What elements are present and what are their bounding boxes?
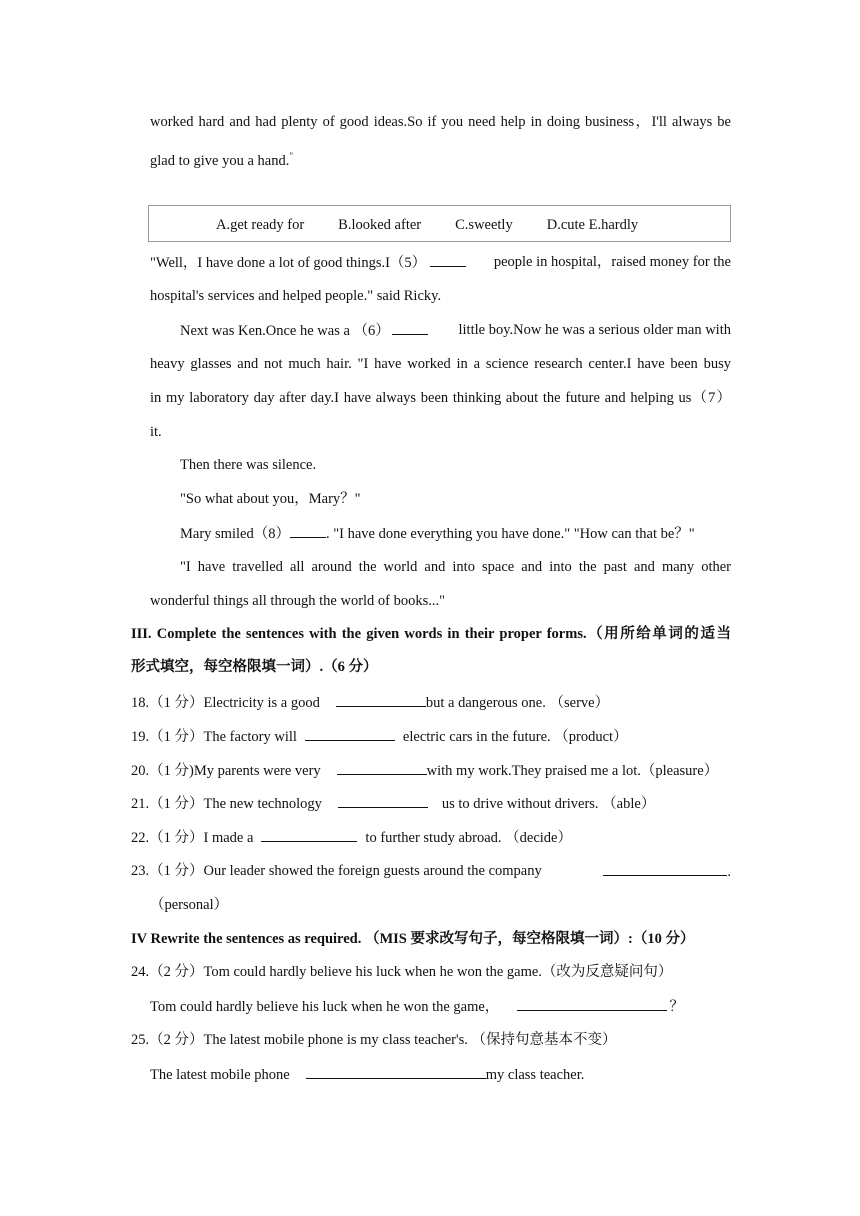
question-24: 24.（2 分）Tom could hardly believe his luck when he won the game.（改为反意疑问句） [131,964,673,980]
blank-5[interactable] [430,252,466,267]
passage-text: "Well，I have done a lot of good things.I（5） [150,255,427,271]
passage-line: heavy glasses and not much hair. "I have worked in a science research center.I have been busy [150,356,731,372]
passage-text: Mary smiled（8） [180,526,290,542]
question-text: 18.（1 分）Electricity is a good [131,695,320,711]
section-heading: III. Complete the sentences with the given words in their proper forms.（用所给单词的适当 [131,626,731,642]
question-text: us to drive without drivers. （able） [441,796,656,812]
blank-8[interactable] [290,523,326,538]
question-text: but a dangerous one. （serve） [425,695,610,711]
answer-blank[interactable] [603,861,727,876]
option-c: C.sweetly [455,217,513,233]
word-options [216,215,638,235]
passage-line: it. [150,424,162,440]
question-23 [131,861,731,882]
question-text: The latest mobile phone [150,1067,290,1083]
question-text: ？ [669,999,684,1015]
question-21 [131,793,655,814]
passage-line: hospital's services and helped people." said Ricky. [150,288,442,304]
passage-line: wonderful things all through the world of books..." [150,593,446,609]
passage-line: "I have travelled all around the world and into space and into the past and many other [180,559,731,575]
question-text: Tom could hardly believe his luck when he won the game， [150,999,500,1015]
answer-blank[interactable] [306,1064,486,1079]
question-24-answer [150,996,684,1017]
question-text: my class teacher. [485,1067,585,1083]
passage-line: worked hard and had plenty of good ideas.So if you need help in doing business，I'll always be [150,114,731,130]
passage-text: glad to give you a hand. [150,152,290,169]
question-text: 23.（1 分）Our leader showed the foreign guests around the company [131,863,542,879]
passage-line: "So what about you，Mary？" [180,491,361,507]
answer-blank[interactable] [337,760,427,775]
answer-blank[interactable] [517,996,667,1011]
question-25: 25.（2 分）The latest mobile phone is my class teacher's. （保持句意基本不变） [131,1032,617,1048]
passage-line: in my laboratory day after day.I have always been thinking about the future and helping us（7） [150,390,731,406]
question-text: to further study abroad. （decide） [365,830,572,846]
section-heading: IV Rewrite the sentences as required. （MIS 要求改写句子，每空格限填一词）:（10 分） [131,931,695,947]
passage-line [180,523,695,544]
option-b: B.looked after [338,217,422,233]
question-text: 22.（1 分）I made a [131,830,254,846]
question-25-answer [150,1064,584,1085]
question-22 [131,827,572,848]
question-text: 19.（1 分）The factory will [131,729,297,745]
answer-blank[interactable] [336,692,426,707]
question-text: . [727,864,731,880]
passage-line [150,252,731,273]
passage-line [150,146,293,171]
question-text: 21.（1 分）The new technology [131,796,322,812]
question-20 [131,760,718,781]
question-23-hint: （personal） [150,897,229,913]
question-text: 20.（1 分)My parents were very [131,763,321,779]
question-18 [131,692,609,713]
question-19 [131,726,628,747]
question-text: electric cars in the future. （product） [402,729,628,745]
answer-blank[interactable] [305,726,395,741]
option-d-e: D.cute E.hardly [546,217,639,233]
answer-blank[interactable] [261,827,357,842]
passage-line [180,320,731,341]
option-a: A.get ready for [216,217,305,233]
section-heading: 形式填空，每空格限填一词）.（6 分） [131,659,378,675]
closing-quote: " [289,151,294,161]
answer-blank[interactable] [338,793,428,808]
passage-line: Then there was silence. [180,457,317,473]
blank-6[interactable] [392,320,428,335]
question-text: with my work.They praised me a lot.（pleasure） [426,763,719,779]
passage-text: . "I have done everything you have done." "How can that be？" [325,526,695,542]
passage-text: Next was Ken.Once he was a （6） [180,323,390,339]
passage-text: little boy.Now he was a serious older man with [458,322,731,338]
passage-text: people in hospital，raised money for the [493,254,731,270]
